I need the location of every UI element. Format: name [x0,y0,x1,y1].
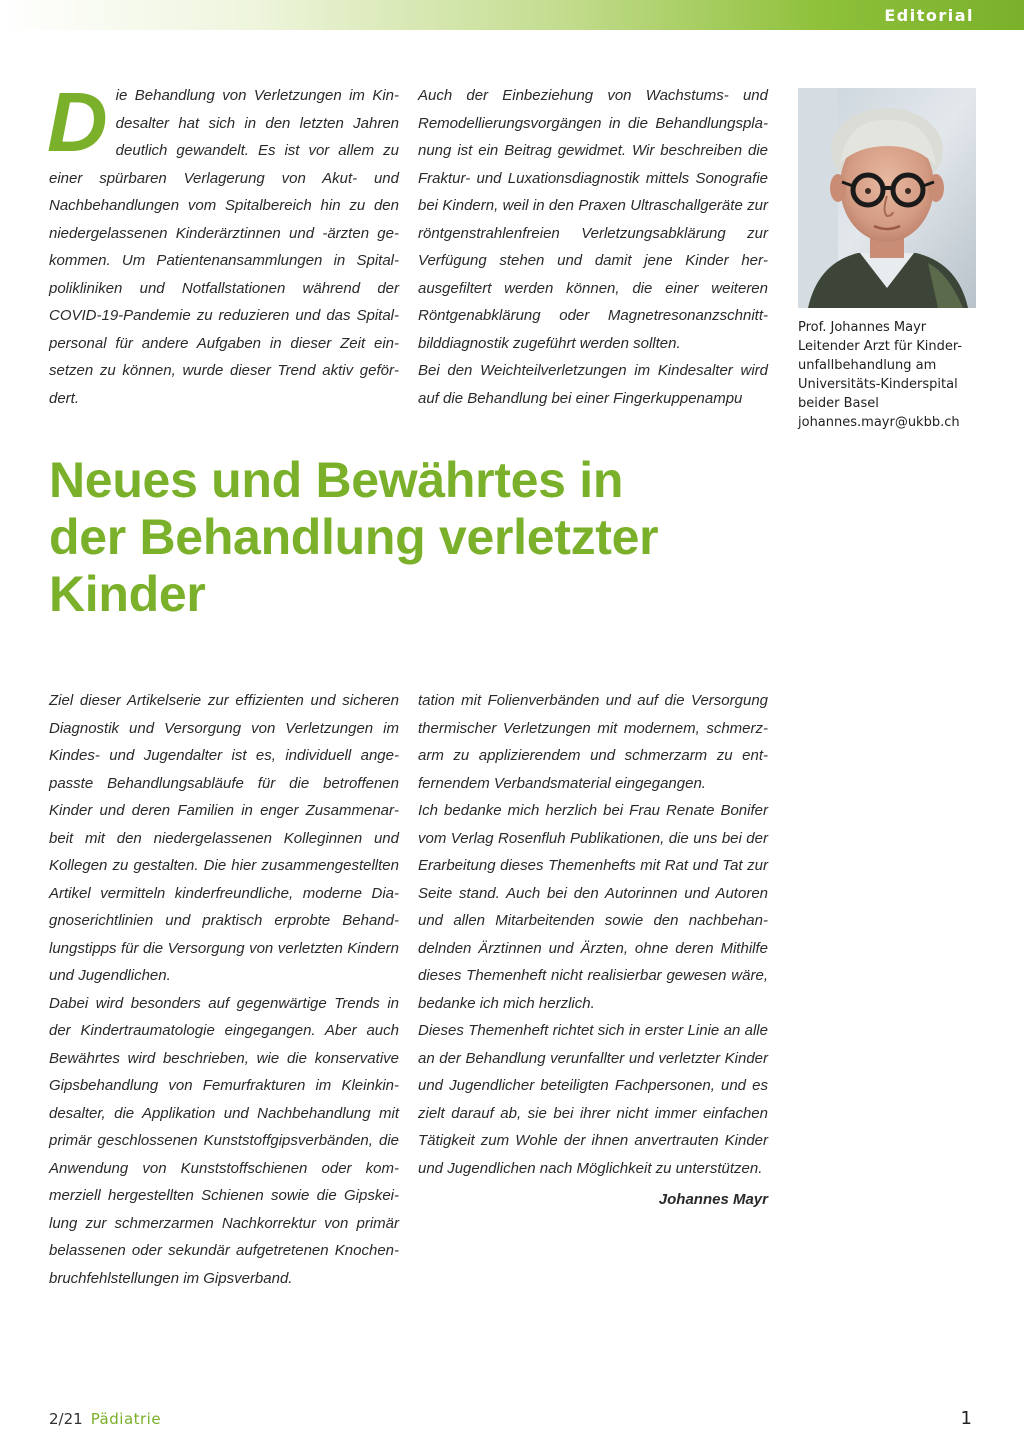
title-line-3: Kinder [49,566,206,622]
intro-text: ie Behandlung von Verletzungen im Kindesalter hat sich in den letzten Jahren deutlich gewandelt. Es ist vor allem zu einer spürbaren Verlagerung von Akut- und Nachbehandlungen vom Spitalbereich hin zu den niedergelassenen Kinderärztinnen und -ärzten gekommen. Um Patientenansammlungen in Spitalpolikliniken und Notfallstationen während der COVID-19-Pandemie zu reduzieren und das Spitalpersonal für andere Aufgaben in dieser Zeit einsetzen zu können, wurde dieser Trend aktiv gefördert. [49,87,399,407]
body-paragraph-5: Dieses Themenheft richtet sich in erster Linie an alle an der Behandlung verunfallter und verletzter Kinder und Jugendlicher beteiligten Fachpersonen, und es zielt darauf ab, sie bei ihrer nicht immer einfachen Tätigkeit zum Wohle der ihnen anvertrauten Kinder und Jugendlichen nach Möglichkeit zu unterstützen. [418,1022,768,1177]
intro-column-1 [47,75,399,412]
magazine-name: Pädiatrie [90,1410,162,1428]
author-city: beider Basel [798,396,879,411]
author-caption [798,318,998,432]
page-number: 1 [960,1408,972,1429]
author-name: Prof. Johannes Mayr [798,320,927,335]
drop-cap: D [47,75,108,169]
author-portrait-icon [798,88,976,308]
intro-paragraph-2: Auch der Einbeziehung von Wachstums- und Remodellierungsvorgängen in die Behandlungsplanung ist ein Beitrag gewidmet. Wir beschreiben die Fraktur- und Luxationsdiagnostik mittels Sonografie bei Kindern, weil in den Praxen Ultraschallgeräte zur röntgenstrahlenfreien Verletzungsabklärung zur Verfügung stehen und damit jene Kinder herausgefiltert werden können, die einer weiteren Röntgenabklärung oder Magnetresonanzschnittbilddiagnostik zugeführt werden sollten. [418,87,768,352]
footer-issue [49,1410,161,1428]
body-paragraph-3: tation mit Folienverbänden und auf die Versorgung thermischer Verletzungen mit modernem, schmerzarm zu applizierendem und schmerzarm zu entfernendem Verbandsmaterial eingegangen. [418,692,768,792]
author-institution: Universitäts-Kinderspital [798,377,958,392]
title-line-2: der Behandlung verletzter [49,509,659,565]
body-paragraph-1: Ziel dieser Artikelserie zur effizienten und sicheren Diagnostik und Versorgung von Verletzungen im Kindes- und Jugendalter ist es, individuell angepasste Behandlungsabläufe für die betroffenen Kinder und deren Familien in enger Zusammenarbeit mit den niedergelassenen Kolleginnen und Kollegen zu gestalten. Die hier zusammengestellten Artikel vermitteln kinderfreundliche, moderne Diagnoserichtlinien und praktisch erprobte Behandlungstipps für die Versorgung von verletzten Kindern und Jugendlichen. [49,692,399,984]
title-line-1: Neues und Bewährtes in [49,452,624,508]
section-header-bar [0,0,1024,30]
author-role: Leitender Arzt für Kinder- [798,339,963,354]
body-column-2 [418,687,768,1214]
body-paragraph-2: Dabei wird besonders auf gegenwärtige Trends in der Kindertraumatologie eingegangen. Aber auch Bewährtes wird beschrieben, wie die konservative Gipsbehandlung von Femurfrakturen im Kleinkindesalter, die Applikation und Nachbehandlung mit primär geschlossenen Kunststoffgipsverbänden, die Anwendung von Kunststoffschienen oder kommerziell hergestellten Schienen sowie die Gipskeilung zur schmerzarmen Nachkorrektur von primär belassenen oder sekundär aufgetretenen Knochenbruchfehlstellungen im Gipsverband. [49,994,399,1287]
section-label: Editorial [884,6,974,25]
intro-paragraph-3: Bei den Weichteilverletzungen im Kindesalter wird auf die Behandlung bei einer Fingerkuppenampu [418,362,768,407]
author-email[interactable]: johannes.mayr@ukbb.ch [798,415,960,430]
intro-column-2 [418,82,768,412]
issue-number: 2/21 [49,1410,83,1428]
page-title [49,452,989,623]
signature: Johannes Mayr [658,1191,768,1208]
author-role-cont: unfallbehandlung am [798,358,937,373]
body-column-1 [49,687,399,1292]
body-paragraph-4: Ich bedanke mich herzlich bei Frau Renate Bonifer vom Verlag Rosenfluh Publikationen, die uns bei der Erarbeitung dieses Themenhefts mit Rat und Tat zur Seite stand. Auch bei den Autorinnen und Autoren und allen Mitarbeitenden sowie den nachbehandelnden Ärztinnen und Ärzten, ohne deren Mithilfe dieses Themenheft nicht realisierbar gewesen wäre, bedanke ich mich herzlich. [418,802,768,1012]
intro-paragraph [47,75,399,412]
